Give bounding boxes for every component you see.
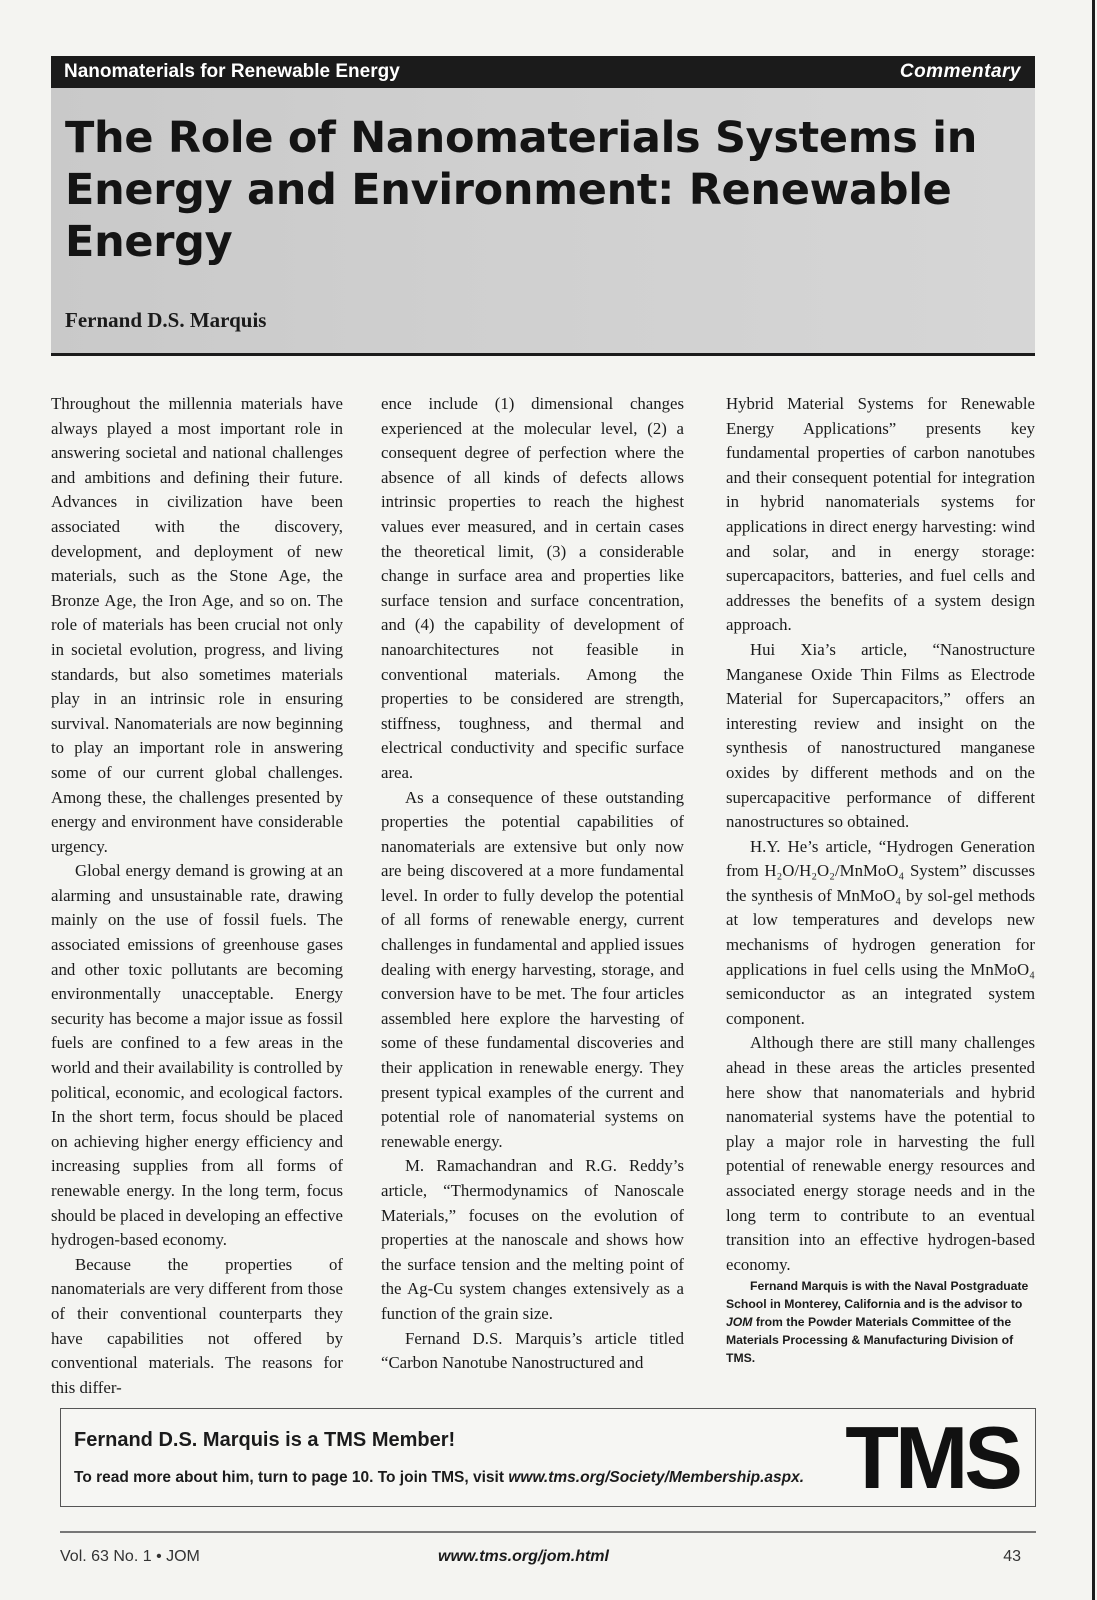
paragraph: Hui Xia’s article, “Nanostructure Manganese Oxide Thin Films as Electrode Material for Supercapacitors,” offers an interesting review and insight on the synthesis of nanostructured manganese oxides by different methods and on the supercapacitive performance of different nanostructures so obtained. [726, 639, 1035, 832]
page-number: 43 [1003, 1548, 1021, 1565]
tms-logo: TMS [845, 1408, 1019, 1507]
category-label: Commentary [899, 61, 1021, 82]
paragraph: Fernand D.S. Marquis’s article titled “Carbon Nanotube Nanostructured and [381, 1328, 684, 1373]
paragraph: H.Y. He’s article, “Hydrogen Generation from H₂O/H₂O₂/MnMoO₄ System” discusses the synthesis of MnMoO₄ by sol-gel methods at low temperatures and develops new mechanisms of hydrogen generation for applications in fuel cells using the MnMoO₄ semiconductor as an integrated system component. [726, 836, 1035, 1028]
paragraph: Throughout the millennia materials have always played a most important role in answering societal and national challenges and ambitions and defining their future. Advances in civilization have been associated with the discovery, development, and deployment of new materials, such as the Stone Age, the Bronze Age, the Iron Age, and so on. The role of materials has been crucial not only in societal evolution, progress, and living standards, but also sometimes materials play in an intrinsic role in ensuring survival. Nanomaterials are now beginning to play an important role in answering some of our current global challenges. Among these, the challenges presented by energy and environment have considerable urgency. [51, 394, 343, 856]
title-block [51, 88, 1035, 356]
author-name: Fernand D.S. Marquis [65, 308, 267, 332]
paragraph: Global energy demand is growing at an alarming and unsustainable rate, drawing mainly on the use of fossil fuels. The associated emissions of greenhouse gases and other toxic pollutants are becoming environmentally unacceptable. Energy security has become a major issue as fossil fuels are confined to a few areas in the world and their availability is controlled by political, economic, and ecological factors. In the short term, focus should be placed on achieving higher energy efficiency and increasing supplies from all forms of renewable energy. In the long term, focus should be placed in developing an effective hydrogen-based economy. [51, 861, 343, 1250]
author-note-text-end: from the Powder Materials Committee of the Materials Processing & Manufacturing Division of TMS. [726, 1315, 1014, 1366]
paragraph: M. Ramachandran and R.G. Reddy’s article, “Thermodynamics of Nanoscale Materials,” focuses on the evolution of properties at the nanoscale and shows how the surface tension and the melting point of the Ag-Cu system changes extensively as a function of the grain size. [381, 1156, 684, 1323]
page-edge [1092, 0, 1095, 1600]
paragraph: Although there are still many challenges ahead in these areas the articles presented here show that nanomaterials and hybrid nanomaterial systems have the potential to play a major role in harvesting the full potential of renewable energy resources and associated energy storage needs and in the long term to contribute to an eventual transition into an effective hydrogen-based economy. [726, 1033, 1035, 1274]
footer-volume: Vol. 63 No. 1 • JOM [60, 1548, 200, 1565]
column-1 [51, 392, 343, 1400]
column-3 [726, 392, 1035, 1367]
paragraph: Hybrid Material Systems for Renewable Energy Applications” presents key fundamental properties of carbon nanotubes and their consequent potential for integration in hybrid nanomaterials systems for applications in direct energy harvesting: wind and solar, and in energy storage: supercapacitors, batteries, and fuel cells and addresses the benefits of a system design approach. [726, 394, 1035, 635]
footer-url[interactable]: www.tms.org/jom.html [438, 1548, 609, 1565]
journal-name: JOM [726, 1315, 753, 1330]
paragraph: Because the properties of nanomaterials are very different from those of their conventional counterparts they have capabilities not offered by conventional materials. The reasons for this differ- [51, 1254, 343, 1397]
member-text-body: To read more about him, turn to page 10. To join TMS, visit [74, 1469, 505, 1486]
author-note [726, 1277, 1035, 1367]
author-note-text: Fernand Marquis is with the Naval Postgraduate School in Monterey, California and is the advisor to [726, 1279, 1029, 1312]
section-label: Nanomaterials for Renewable Energy [64, 61, 400, 82]
paragraph: ence include (1) dimensional changes experienced at the molecular level, (2) a consequent degree of perfection where the absence of all kinds of defects allows intrinsic properties to reach the highest values ever measured, and in certain cases the theoretical limit, (3) a considerable change in surface area and properties like surface tension and surface concentration, and (4) the capability of development of nanoarchitectures not feasible in conventional materials. Among the properties to be considered are strength, stiffness, toughness, and thermal and electrical conductivity and specific surface area. [381, 394, 684, 782]
footer-rule [60, 1531, 1036, 1533]
article-title: The Role of Nanomaterials Systems in Energy and Environment: Renewable Energy [65, 113, 978, 267]
member-text [74, 1469, 804, 1487]
paragraph: As a consequence of these outstanding properties the potential capabilities of nanomaterials are extensive but only now are being discovered at a more fundamental level. In order to fully develop the potential of all forms of renewable energy, current challenges in fundamental and applied issues dealing with energy harvesting, storage, and conversion have to be met. The four articles assembled here explore the harvesting of some of these fundamental discoveries and their application in renewable energy. They present typical examples of the current and potential role of nanomaterial systems on renewable energy. [381, 787, 684, 1151]
column-2 [381, 392, 684, 1376]
section-bar [51, 56, 1035, 88]
member-box [60, 1408, 1036, 1507]
membership-link[interactable]: www.tms.org/Society/Membership.aspx. [508, 1469, 805, 1486]
member-heading: Fernand D.S. Marquis is a TMS Member! [74, 1429, 456, 1451]
